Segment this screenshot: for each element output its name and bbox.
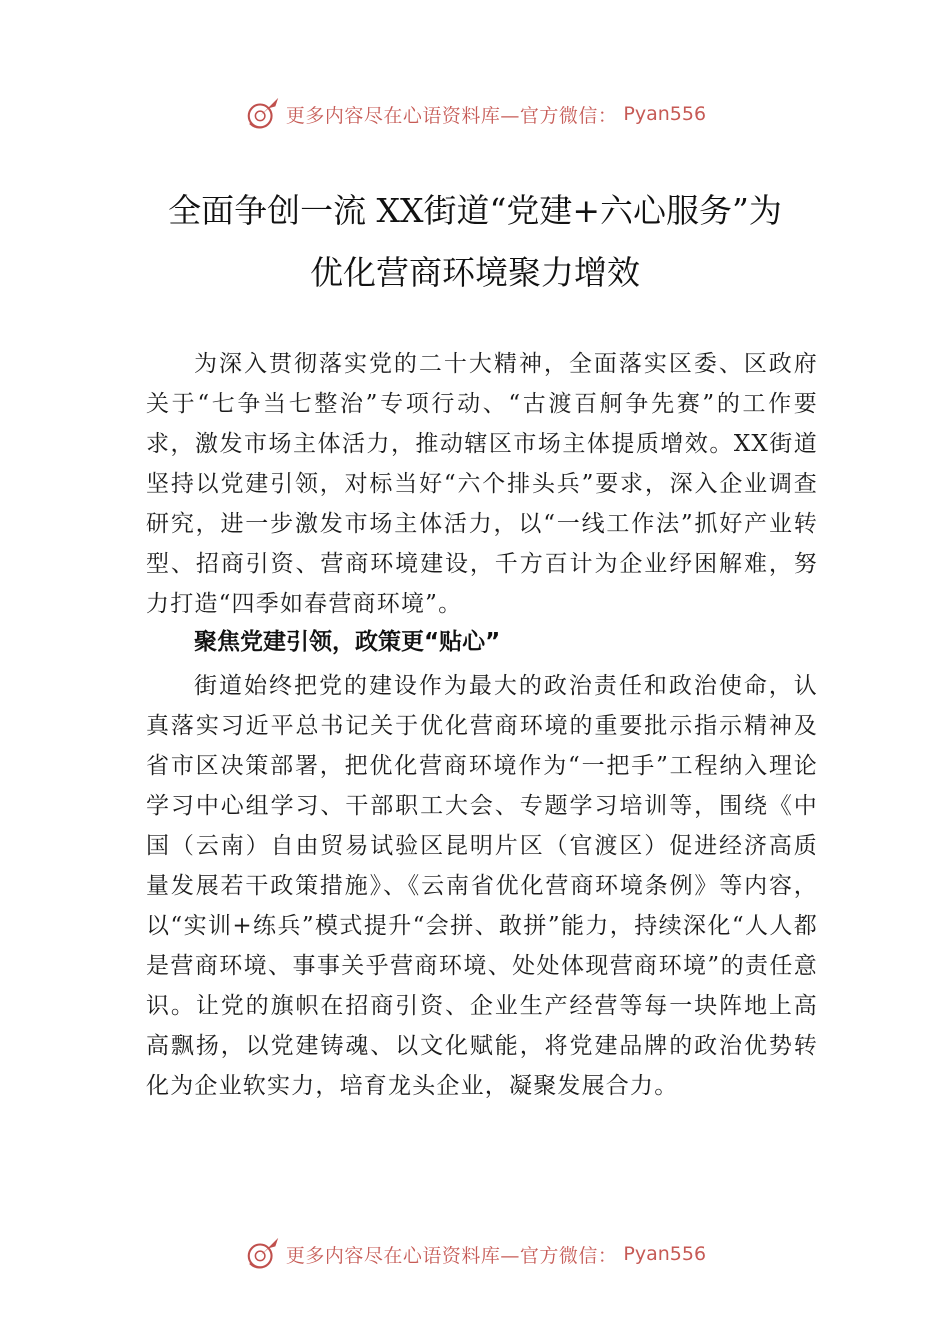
watermark-wechat-id: Pyan556 [623,1243,707,1265]
quill-logo-icon [244,95,282,133]
title-line-1: 全面争创一流 XX街道“党建+六心服务”为 [168,191,782,230]
intro-paragraph: 为深入贯彻落实党的二十大精神，全面落实区委、区政府关于“七争当七整治”专项行动、“古渡百舸争先赛”的工作要求，激发市场主体活力，推动辖区市场主体提质增效。XX街道坚持以党建引领，对标当好“六个排头兵”要求，深入企业调查研究，进一步激发市场主体活力，以“一线工作法”抓好产业转型、招商引资、营商环境建设，千方百计为企业纾困解难，努力打造“四季如春营商环境”。 [146,351,818,617]
footer-watermark [0,1232,950,1276]
section-paragraph: 街道始终把党的建设作为最大的政治责任和政治使命，认真落实习近平总书记关于优化营商环境的重要批示指示精神及省市区决策部署，把优化营商环境作为“一把手”工程纳入理论学习中心组学习、干部职工大会、专题学习培训等，围绕《中国（云南）自由贸易试验区昆明片区（官渡区）促进经济高质量发展若干政策措施》、《云南省优化营商环境条例》等内容，以“实训+练兵”模式提升“会拼、敢拼”能力，持续深化“人人都是营商环境、事事关乎营商环境、处处体现营商环境”的责任意识。让党的旗帜在招商引资、企业生产经营等每一块阵地上高高飘扬，以党建铸魂、以文化赋能，将党建品牌的政治优势转化为企业软实力，培育龙头企业，凝聚发展合力。 [146,673,818,1099]
watermark-wechat-id: Pyan556 [623,103,707,125]
section-heading: 聚焦党建引领，政策更“贴心” [194,629,501,655]
title-line-2: 优化营商环境聚力增效 [310,253,640,292]
header-watermark [0,92,950,136]
document-title [100,180,850,304]
watermark-text: 更多内容尽在心语资料库—官方微信： [285,104,618,127]
watermark-text: 更多内容尽在心语资料库—官方微信： [285,1244,618,1267]
quill-logo-icon [244,1235,282,1273]
